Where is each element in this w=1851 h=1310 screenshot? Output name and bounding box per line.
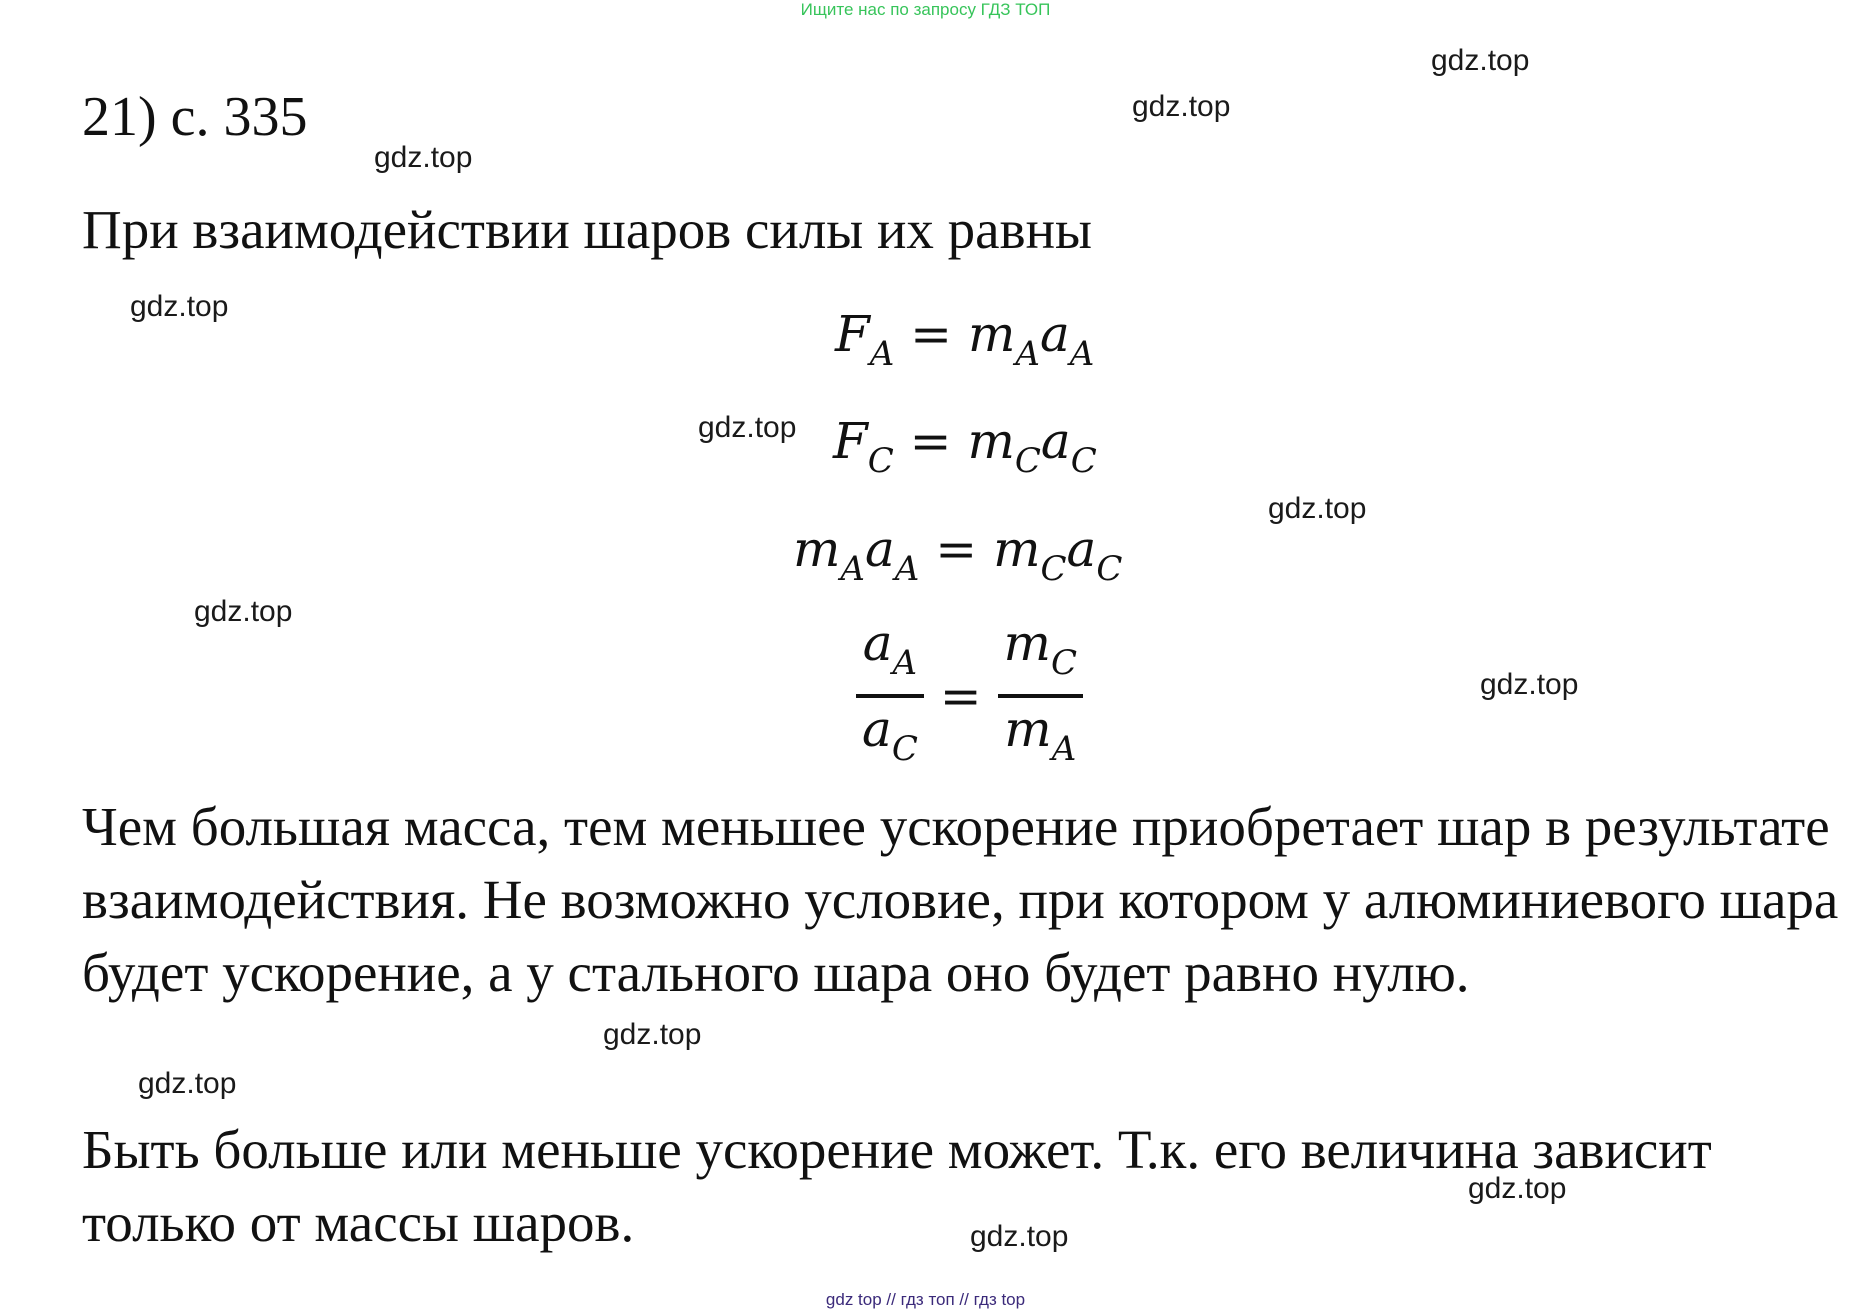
intro-text: При взаимодействии шаров силы их равны bbox=[82, 199, 1092, 260]
watermark: gdz.top bbox=[1480, 668, 1579, 701]
watermark: gdz.top bbox=[603, 1018, 702, 1051]
watermark: gdz.top bbox=[1132, 90, 1231, 123]
equation-force-c: $F_C = m_Ca_C$ bbox=[833, 412, 1097, 481]
watermark: gdz.top bbox=[138, 1067, 237, 1100]
equation-ratio: $\frac{a_A}{a_C}$ = $\frac{m_C}{m_A}$ bbox=[856, 612, 1083, 780]
fraction-mass: $\frac{m_C}{m_A}$ bbox=[998, 612, 1083, 780]
equation-force-a: $F_A = m_Aa_A$ bbox=[835, 305, 1095, 374]
watermark: gdz.top bbox=[194, 595, 293, 628]
watermark: gdz.top bbox=[698, 411, 797, 444]
conclusion-paragraph: Быть больше или меньше ускорение может. Т.к. его величина зависит только от массы шаров. bbox=[82, 1119, 1712, 1253]
footer-links: gdz top // гдз топ // гдз top bbox=[825, 1290, 1026, 1309]
explanation-paragraph: Чем большая масса, тем меньшее ускорение приобретает шар в результате взаимодействия. Не возможно условие, при котором у алюминиевого шара будет ускорение, а у стального шара оно будет равно нулю. bbox=[82, 796, 1839, 1003]
watermark: gdz.top bbox=[970, 1220, 1069, 1253]
watermark: gdz.top bbox=[1468, 1172, 1567, 1205]
equation-momentum-equality: $m_Aa_A = m_Ca_C$ bbox=[793, 520, 1123, 589]
page-heading: 21) с. 335 bbox=[82, 86, 308, 148]
top-banner: Ищите нас по запросу ГДЗ ТОП bbox=[800, 0, 1051, 19]
watermark: gdz.top bbox=[130, 290, 229, 323]
watermark: gdz.top bbox=[1268, 492, 1367, 525]
watermark: gdz.top bbox=[1431, 44, 1530, 77]
fraction-acceleration: $\frac{a_A}{a_C}$ bbox=[856, 612, 924, 780]
watermark: gdz.top bbox=[374, 141, 473, 174]
